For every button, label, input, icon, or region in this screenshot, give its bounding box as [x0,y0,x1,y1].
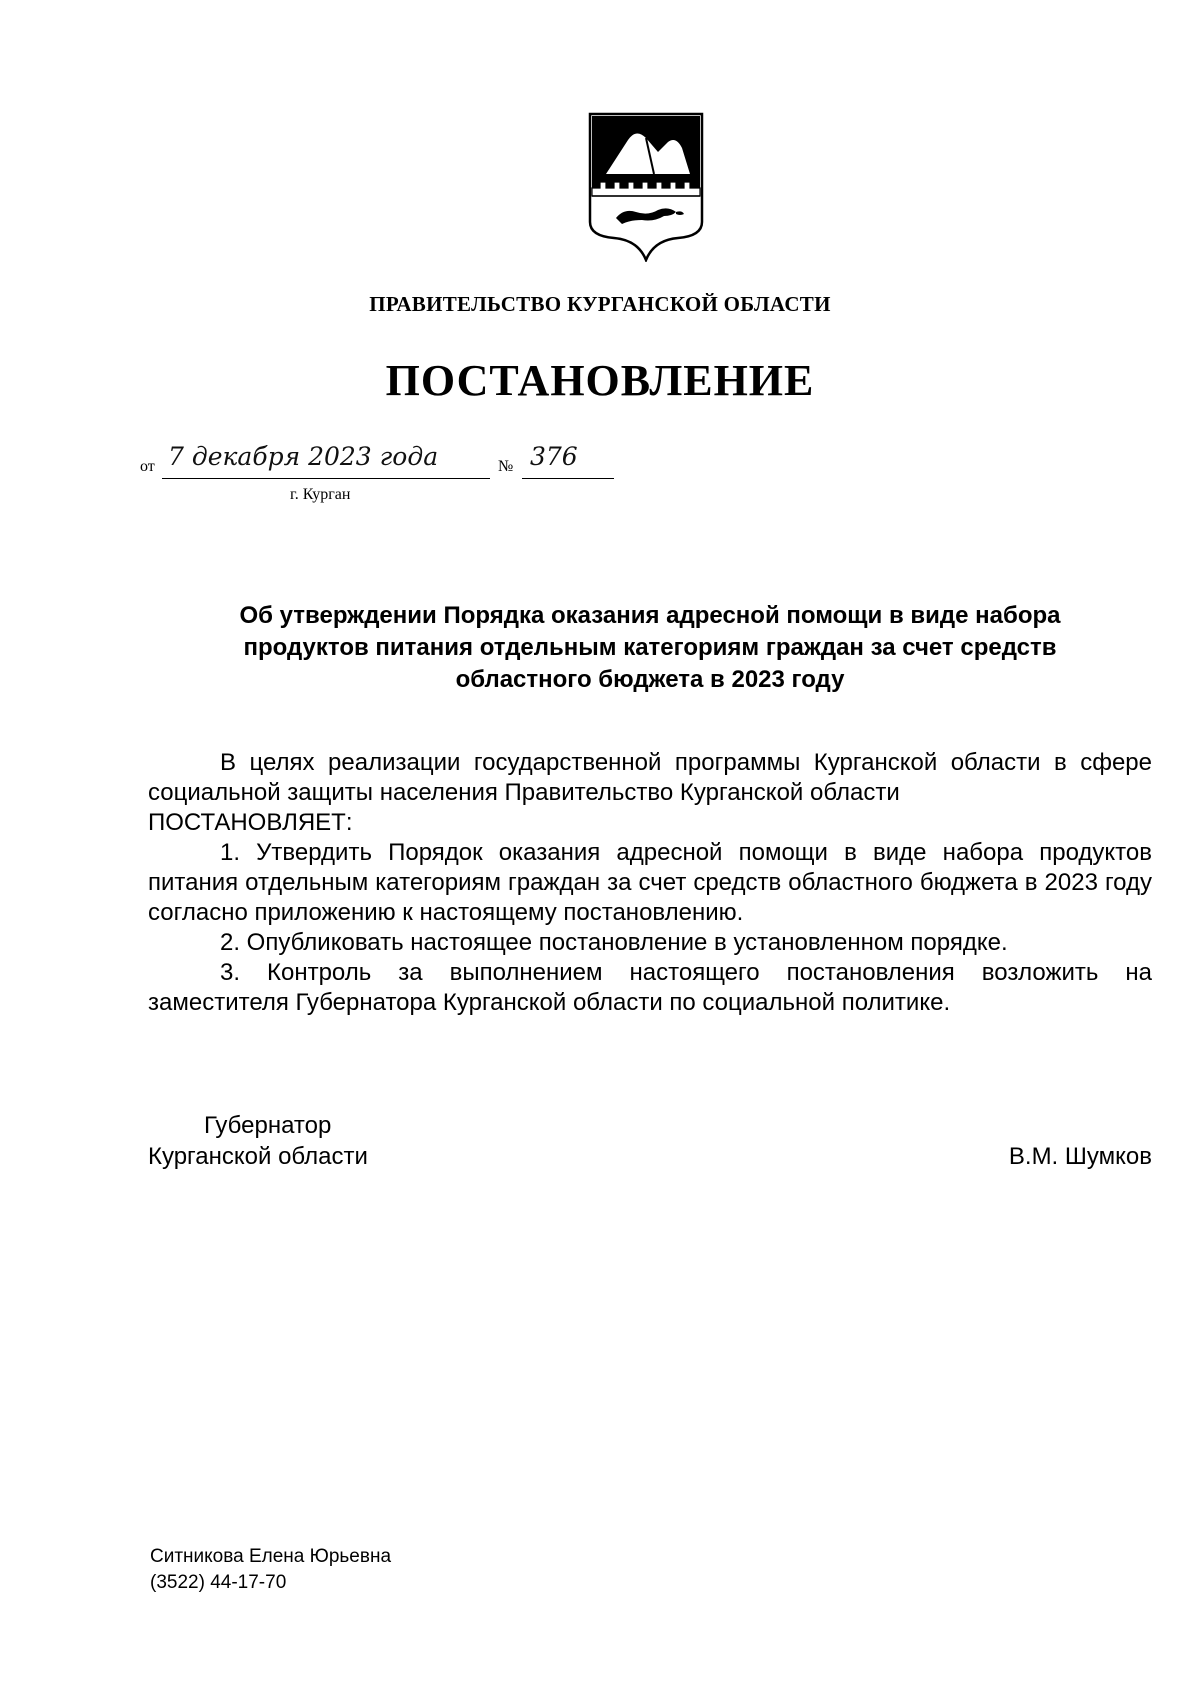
position-title: Губернатор [204,1112,332,1139]
signatory-position [148,1110,368,1172]
document-title [130,600,1170,696]
resolution-item: 3. Контроль за выполнением настоящего постановления возложить на заместителя Губернатора Курганской области по социальной политике. [148,959,1152,1016]
contact-person: Ситникова Елена Юрьевна [150,1546,392,1567]
coat-of-arms-icon [588,112,704,262]
signatory-name: В.М. Шумков [1008,1143,1152,1170]
document-body [148,748,1152,1018]
number-underline [522,478,614,479]
contact-phone: (3522) 44-17-70 [150,1572,287,1593]
title-line: Об утверждении Порядка оказания адресной помощи в виде набора [239,602,1061,629]
title-line: областного бюджета в 2023 году [455,666,845,693]
resolution-item: 2. Опубликовать настоящее постановление в установленном порядке. [220,929,1008,956]
handwritten-number: 376 [530,442,578,471]
organization-name: ПРАВИТЕЛЬСТВО КУРГАНСКОЙ ОБЛАСТИ [369,292,831,316]
document-type-heading: ПОСТАНОВЛЕНИЕ [385,356,815,405]
date-underline [162,478,490,479]
preamble-paragraph: В целях реализации государственной программы Курганской области в сфере социальной защиты населения Правительство Курганской области [148,749,1152,806]
resolution-item: 1. Утвердить Порядок оказания адресной помощи в виде набора продуктов питания отдельным категориям граждан за счет средств областного бюджета в 2023 году согласно приложению к настоящему постановлению. [148,839,1152,926]
city-label: г. Курган [290,486,351,503]
position-region: Курганской области [148,1143,368,1170]
title-line: продуктов питания отдельным категориям граждан за счет средств [243,634,1057,661]
resolves-word: ПОСТАНОВЛЯЕТ: [148,809,353,836]
contact-block [150,1544,391,1596]
date-prefix: от [140,458,155,475]
number-label: № [498,458,514,475]
registration-line [140,442,660,518]
handwritten-date: 7 декабря 2023 года [168,442,439,471]
